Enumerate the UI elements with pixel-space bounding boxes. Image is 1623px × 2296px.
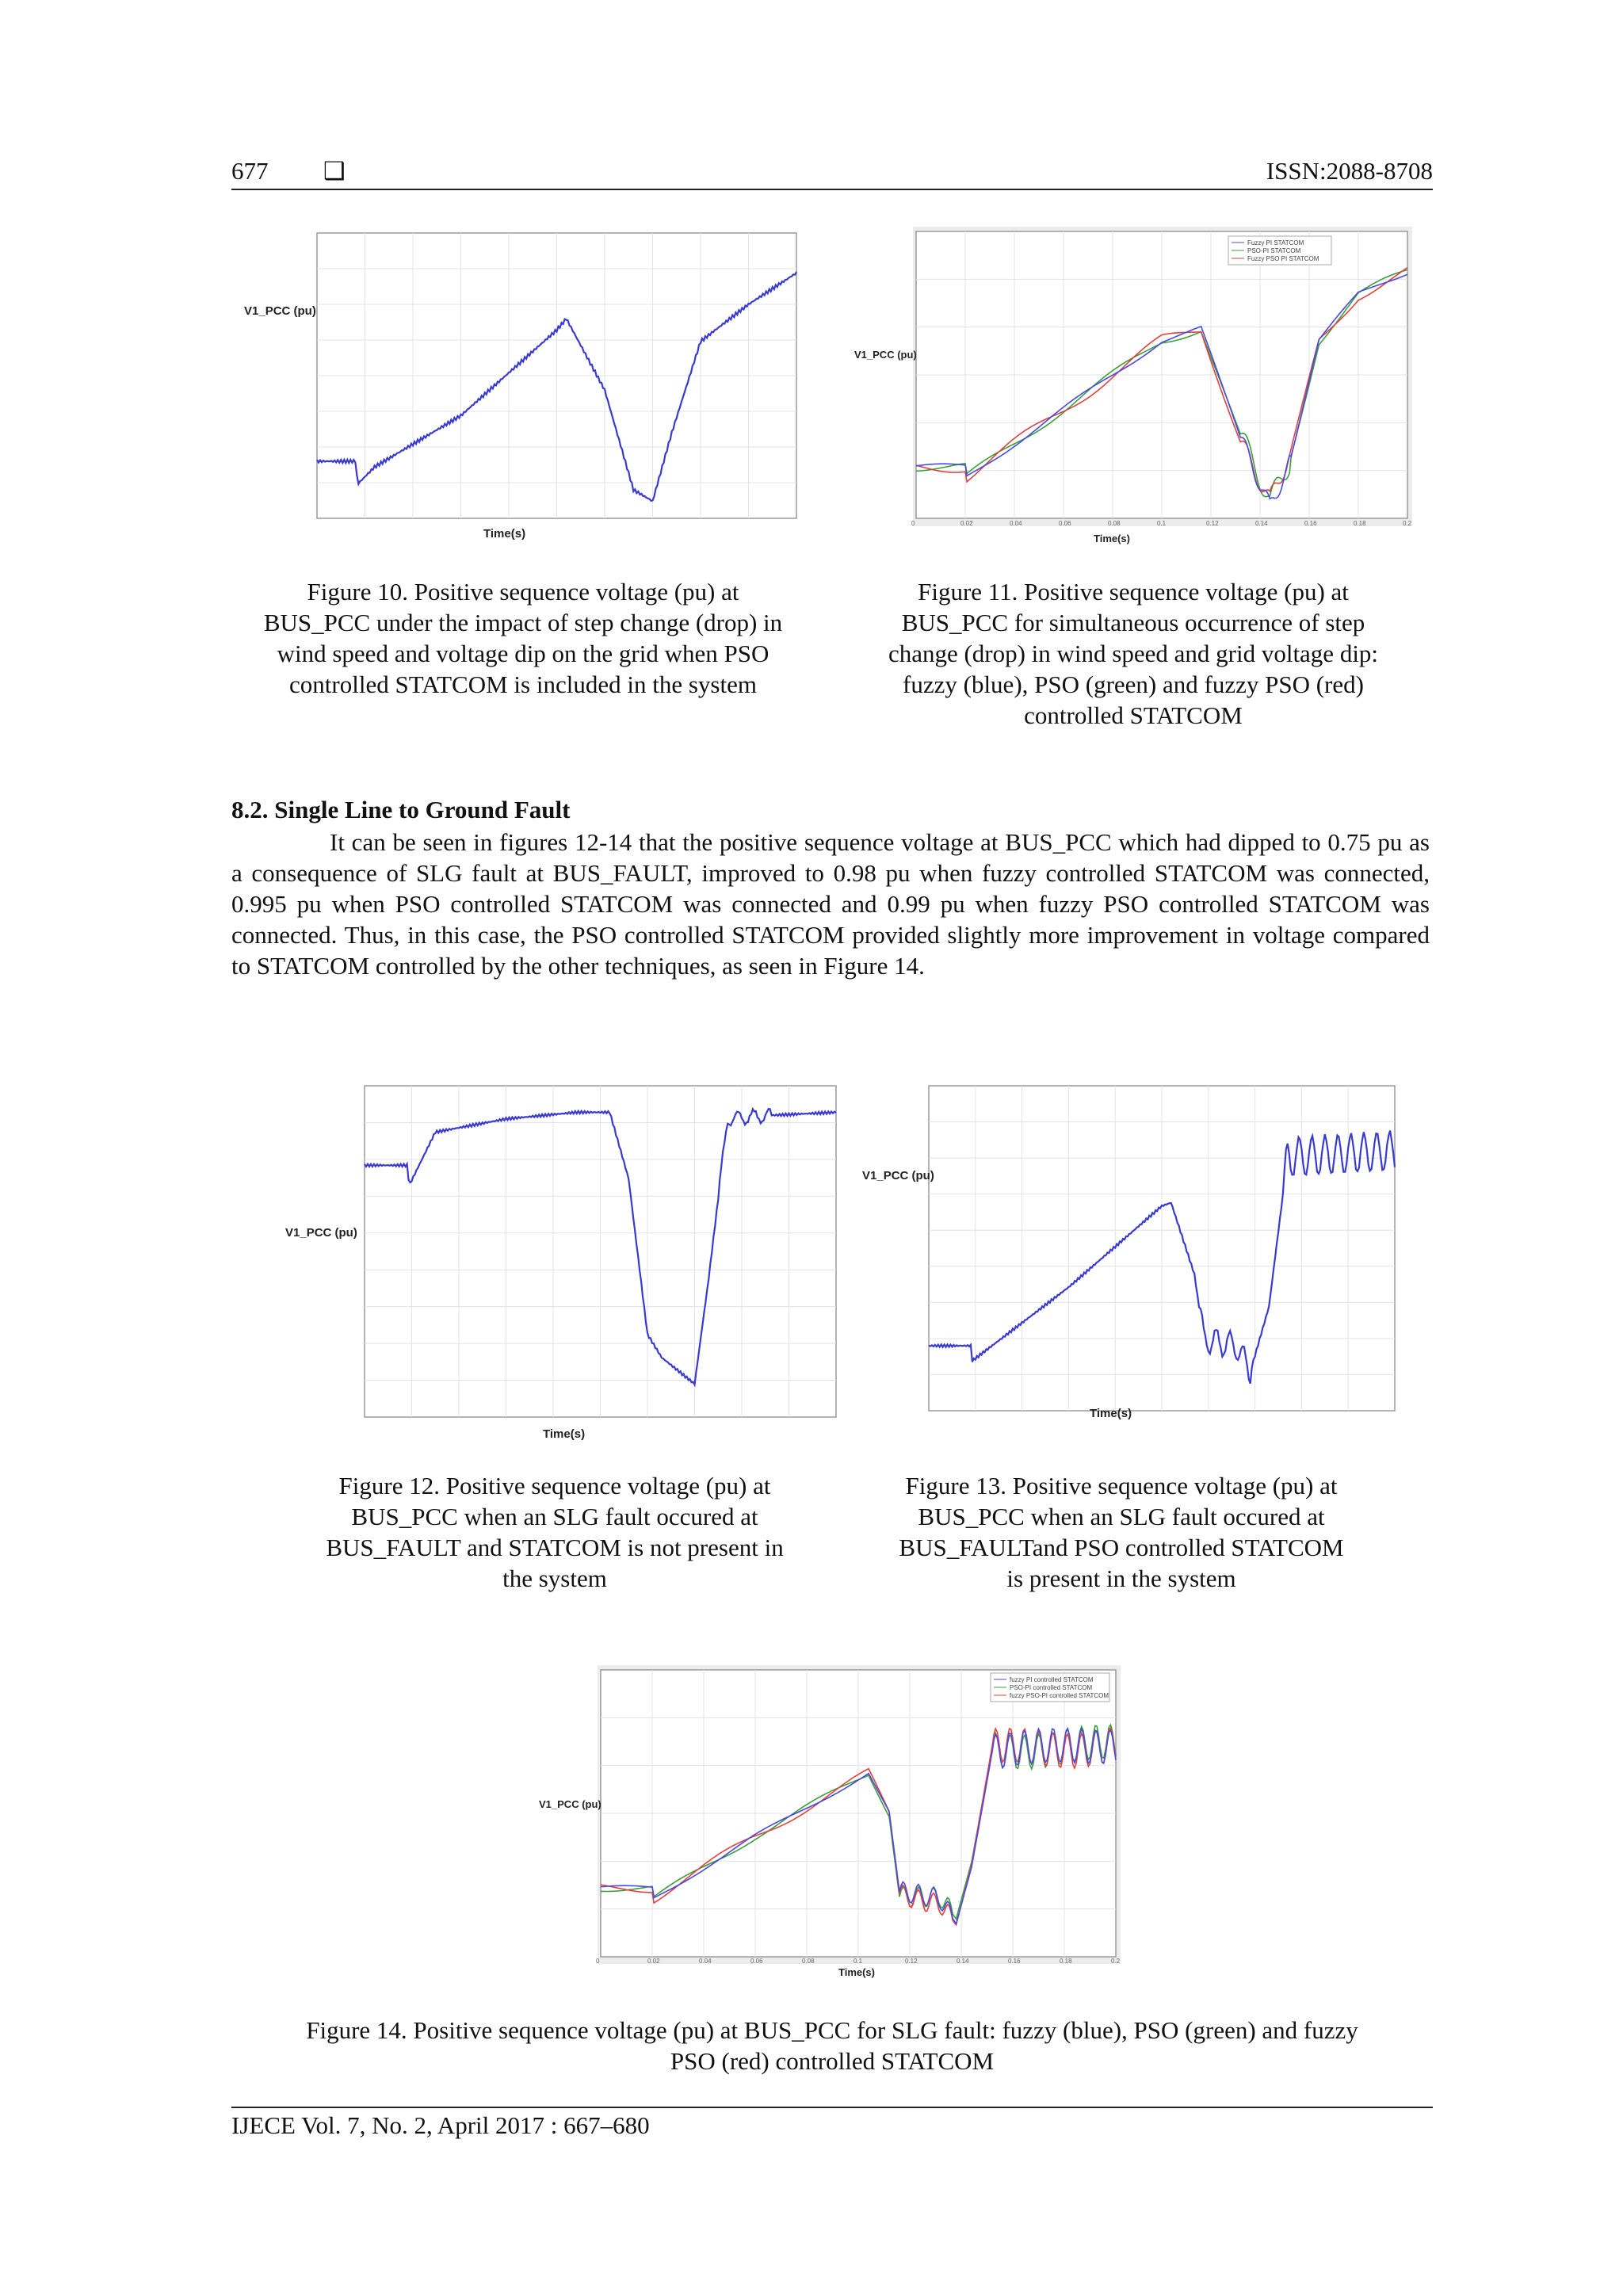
footer-journal: IJECE Vol. 7, No. 2, April 2017 : 667–680 [231,2111,650,2139]
figure-10 [238,223,808,548]
x-tick-label: 0.06 [1059,520,1071,527]
figure-14-xlabel: Time(s) [838,1966,875,1978]
figure-14-legend-2: PSO-PI controlled STATCOM [1010,1684,1093,1691]
figure-10-plot [238,223,808,548]
figure-14-plot [515,1660,1125,1981]
figure-12-xlabel: Time(s) [543,1427,586,1441]
x-tick-label: 0.04 [699,1958,712,1965]
figure-12-caption: Figure 12. Positive sequence voltage (pu) at BUS_PCC when an SLG fault occured at BUS_FAULT and STATCOM is not present in the system [326,1472,784,1592]
figure-10-caption: Figure 10. Positive sequence voltage (pu) at BUS_PCC under the impact of step change (drop) in wind speed and voltage dip on the grid when PSO controlled STATCOM is included in the system [263,578,783,698]
figure-11 [848,223,1419,548]
figure-13-xlabel: Time(s) [1090,1407,1132,1420]
figure-11-legend-3: Fuzzy PSO PI STATCOM [1247,255,1319,262]
figure-14-caption: Figure 14. Positive sequence voltage (pu) at BUS_PCC for SLG fault: fuzzy (blue), PSO (green) and fuzzy PSO (red) controlled STATCOM [306,2016,1358,2075]
figure-12-plot [277,1076,848,1449]
issn: ISSN:2088-8708 [1266,157,1433,185]
figure-10-ylabel: V1_PCC (pu) [244,304,316,318]
x-tick-label: 0.12 [1206,520,1219,527]
x-tick-label: 0.04 [1010,520,1022,527]
figure-14-ylabel: V1_PCC (pu) [539,1798,601,1810]
x-tick-label: 0.12 [905,1958,918,1965]
figure-13-caption: Figure 13. Positive sequence voltage (pu) at BUS_PCC when an SLG fault occured at BUS_FAULTand PSO controlled STATCOM is present in the system [899,1472,1344,1592]
figure-14-legend [991,1673,1109,1702]
figure-11-caption: Figure 11. Positive sequence voltage (pu) at BUS_PCC for simultaneous occurrence of step change (drop) in wind speed and grid voltage dip: fuzzy (blue), PSO (green) and fuzzy PSO (red) controlled STATCOM [888,578,1379,729]
section-title: 8.2. Single Line to Ground Fault [231,796,571,823]
x-tick-label: 0.08 [802,1958,815,1965]
figure-13-plot [856,1076,1411,1441]
footer-rule [231,2107,1433,2108]
x-tick-label: 0.16 [1304,520,1317,527]
figure-11-ylabel: V1_PCC (pu) [854,349,917,361]
x-tick-label: 0.02 [960,520,973,527]
x-tick-label: 0.14 [1255,520,1268,527]
figure-12-ylabel: V1_PCC (pu) [285,1226,357,1240]
figure-12 [277,1076,848,1449]
figure-11-legend [1228,236,1331,265]
figure-11-plot [848,223,1419,548]
section-paragraph: It can be seen in figures 12-14 that the positive sequence voltage at BUS_PCC which had dipped to 0.75 pu as a consequence of SLG fault at BUS_FAULT, improved to 0.98 pu when fuzzy controlled STATCOM was connected, 0.995 pu when PSO controlled STATCOM was connected and 0.99 pu when fuzzy PSO controlled STATCOM was connected. Thus, in this case, the PSO controlled STATCOM provided slightly more improvement in voltage compared to STATCOM controlled by the other techniques, as seen in Figure 14. [231,828,1430,980]
figure-14-legend-3: fuzzy PSO-PI controlled STATCOM [1010,1692,1109,1699]
header-rule [231,189,1433,190]
x-tick-label: 0 [596,1958,600,1965]
x-tick-label: 0.02 [647,1958,660,1965]
x-tick-label: 0.18 [1354,520,1366,527]
figure-13-ylabel: V1_PCC (pu) [862,1169,934,1182]
x-tick-label: 0.2 [1403,520,1412,527]
figure-11-legend-2: PSO-PI STATCOM [1247,247,1301,254]
x-tick-label: 0.1 [854,1958,863,1965]
x-tick-label: 0.18 [1060,1958,1072,1965]
x-tick-label: 0.08 [1108,520,1121,527]
figure-14-legend-1: fuzzy PI controlled STATCOM [1010,1676,1094,1683]
x-tick-label: 0 [911,520,915,527]
figure-11-xlabel: Time(s) [1094,533,1130,544]
figure-11-legend-1: Fuzzy PI STATCOM [1247,239,1304,246]
x-tick-label: 0.2 [1111,1958,1121,1965]
figure-14 [515,1660,1125,1981]
x-tick-label: 0.1 [1157,520,1167,527]
figure-10-xlabel: Time(s) [483,527,526,541]
x-tick-label: 0.06 [750,1958,763,1965]
figure-13 [856,1076,1411,1441]
x-tick-label: 0.16 [1008,1958,1021,1965]
header-box-icon: ❑ [323,157,346,185]
page-number: 677 [231,157,269,185]
x-tick-label: 0.14 [957,1958,969,1965]
